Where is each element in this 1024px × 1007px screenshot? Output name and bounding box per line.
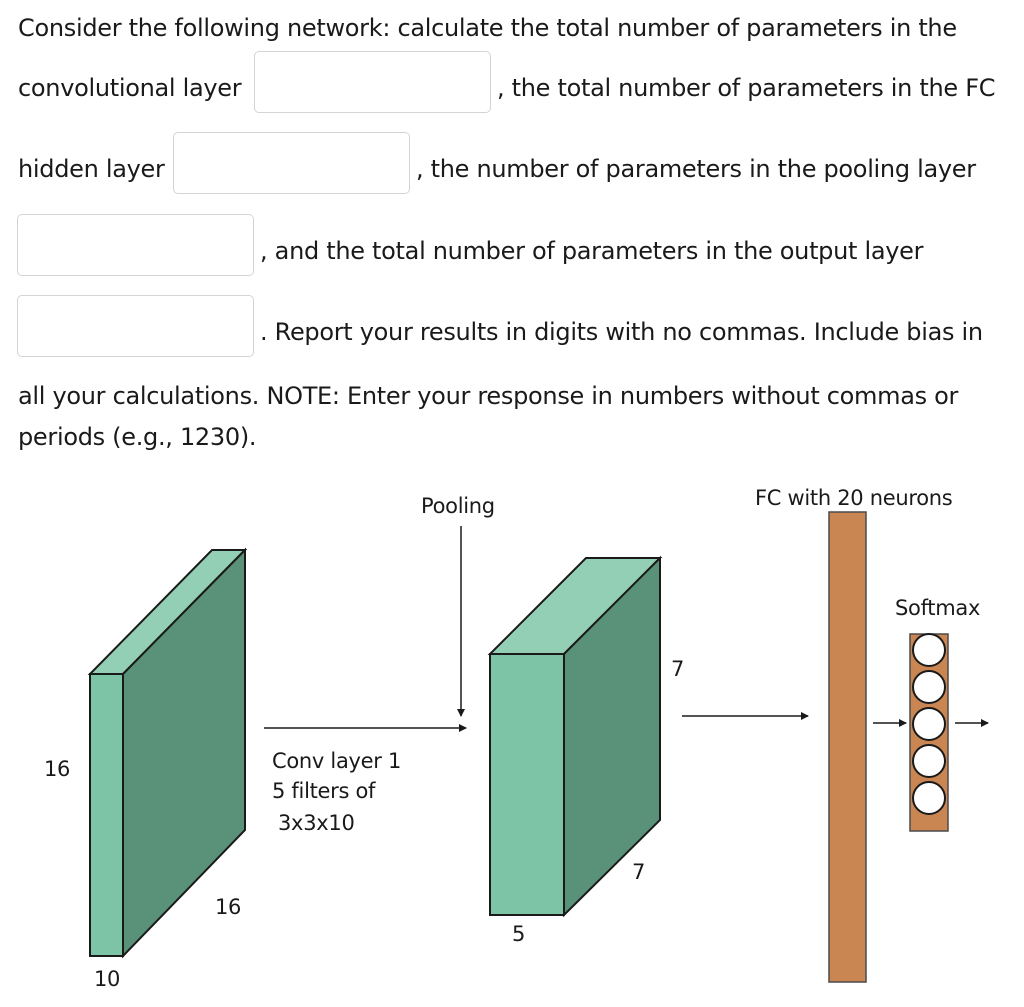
pooled-width-label: 5 — [512, 922, 526, 946]
pooled-volume-front — [490, 654, 564, 915]
input-width-label: 10 — [94, 967, 121, 991]
pool-params-input[interactable] — [17, 214, 254, 276]
question-convolutional-label: convolutional layer — [18, 74, 242, 102]
output-params-input[interactable] — [17, 295, 254, 357]
input-depth-label: 16 — [215, 895, 242, 919]
pooled-height-label: 7 — [671, 657, 685, 681]
softmax-label: Softmax — [895, 596, 981, 620]
network-diagram — [0, 470, 1024, 1007]
fc-layer-bar — [829, 512, 866, 982]
input-height-label: 16 — [44, 757, 71, 781]
softmax-unit — [913, 671, 945, 703]
question-note-line: all your calculations. NOTE: Enter your response in numbers without commas or — [18, 382, 959, 410]
softmax-unit — [913, 634, 945, 666]
input-volume-front — [90, 674, 123, 956]
fc-params-input[interactable] — [173, 132, 410, 194]
pooled-depth-label: 7 — [632, 860, 646, 884]
question-output-label: , and the total number of parameters in the output layer — [260, 237, 924, 265]
conv-params-input[interactable] — [254, 51, 491, 113]
softmax-unit — [913, 782, 945, 814]
question-report-instruction: . Report your results in digits with no commas. Include bias in — [260, 318, 983, 346]
question-hidden-label: hidden layer — [18, 155, 165, 183]
question-pooling-label: , the number of parameters in the pooling layer — [416, 155, 976, 183]
fc-label: FC with 20 neurons — [755, 486, 953, 510]
question-line-1: Consider the following network: calculate the total number of parameters in the — [18, 14, 957, 42]
pooling-label: Pooling — [421, 494, 495, 518]
question-fc-label: , the total number of parameters in the FC — [497, 74, 996, 102]
softmax-units — [913, 634, 945, 814]
softmax-unit — [913, 708, 945, 740]
softmax-unit — [913, 745, 945, 777]
conv-label-line-1: Conv layer 1 — [272, 749, 402, 773]
conv-label-line-2: 5 filters of — [272, 779, 376, 803]
question-example-line: periods (e.g., 1230). — [18, 423, 257, 451]
conv-label-line-3: 3x3x10 — [278, 811, 355, 835]
question-text — [0, 0, 1024, 470]
